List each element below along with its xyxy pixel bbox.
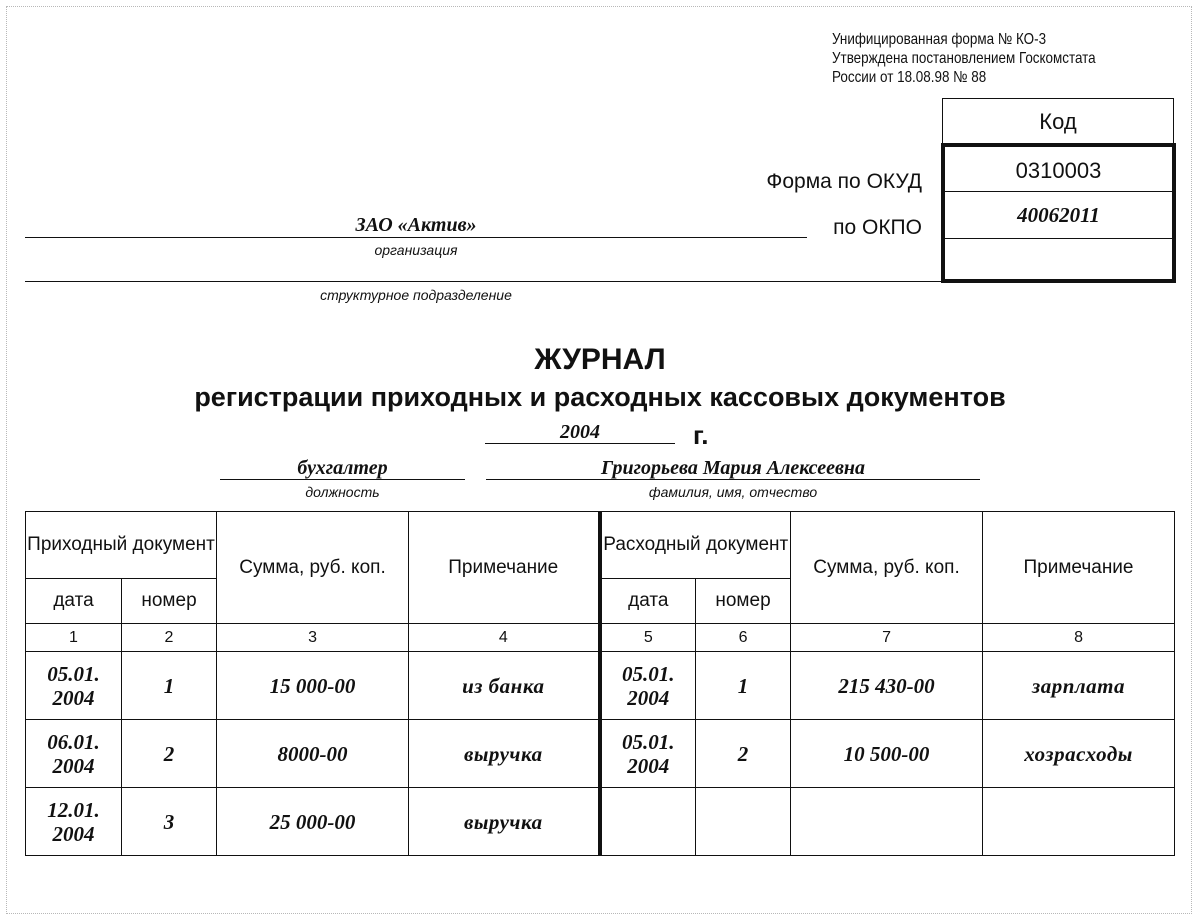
incoming-date-cell: 05.01. 2004 bbox=[26, 652, 122, 720]
outgoing-note-cell: зарплата bbox=[983, 652, 1175, 720]
column-number: 4 bbox=[409, 624, 600, 652]
incoming-number-cell: 2 bbox=[122, 720, 217, 788]
person-name-caption: фамилия, имя, отчество bbox=[648, 484, 818, 500]
organization-caption: организация bbox=[374, 242, 458, 258]
column-number: 8 bbox=[983, 624, 1175, 652]
incoming-note-cell: выручка bbox=[409, 788, 600, 856]
incoming-number-header: номер bbox=[122, 579, 217, 624]
outgoing-number-cell: 1 bbox=[696, 652, 791, 720]
table-row bbox=[26, 720, 1175, 788]
column-number: 1 bbox=[26, 624, 122, 652]
incoming-note-cell: из банка bbox=[409, 652, 600, 720]
incoming-date-cell: 06.01. 2004 bbox=[26, 720, 122, 788]
position-value: бухгалтер bbox=[297, 457, 388, 479]
year-underline bbox=[485, 443, 675, 444]
outgoing-note-header: Примечание bbox=[983, 512, 1175, 624]
approval-line: Унифицированная форма № КО-3 bbox=[832, 31, 1047, 48]
subdivision-caption: структурное подразделение bbox=[320, 287, 512, 303]
person-name-underline bbox=[486, 479, 980, 480]
outgoing-date-cell bbox=[600, 788, 696, 856]
column-number: 7 bbox=[791, 624, 983, 652]
subdivision-underline bbox=[25, 281, 941, 282]
column-number: 5 bbox=[600, 624, 696, 652]
approval-line: Утверждена постановлением Госкомстата bbox=[832, 50, 1096, 67]
incoming-number-cell: 1 bbox=[122, 652, 217, 720]
incoming-number-cell: 3 bbox=[122, 788, 217, 856]
code-box bbox=[941, 143, 1176, 283]
incoming-sum-cell: 25 000-00 bbox=[217, 788, 409, 856]
outgoing-note-cell bbox=[983, 788, 1175, 856]
outgoing-date-cell: 05.01. 2004 bbox=[600, 720, 696, 788]
column-number-row bbox=[26, 624, 1175, 652]
approval-line: России от 18.08.98 № 88 bbox=[832, 69, 987, 86]
position-underline bbox=[220, 479, 465, 480]
incoming-doc-header: Приходный документ bbox=[26, 512, 217, 579]
outgoing-sum-cell: 10 500-00 bbox=[791, 720, 983, 788]
outgoing-number-header: номер bbox=[696, 579, 791, 624]
year-suffix: г. bbox=[693, 420, 709, 450]
position-caption: должность bbox=[305, 484, 380, 500]
column-number: 6 bbox=[696, 624, 791, 652]
outgoing-sum-cell: 215 430-00 bbox=[791, 652, 983, 720]
outgoing-date-header: дата bbox=[600, 579, 696, 624]
incoming-note-header: Примечание bbox=[409, 512, 600, 624]
column-number: 3 bbox=[217, 624, 409, 652]
incoming-sum-cell: 15 000-00 bbox=[217, 652, 409, 720]
year-value: 2004 bbox=[560, 421, 600, 443]
okpo-code-value: 40062011 bbox=[945, 192, 1172, 239]
table-row bbox=[26, 652, 1175, 720]
code-header: Код bbox=[942, 98, 1174, 144]
incoming-sum-header: Сумма, руб. коп. bbox=[217, 512, 409, 624]
document-subtitle: регистрации приходных и расходных кассовых документов bbox=[194, 382, 1006, 412]
incoming-note-cell: выручка bbox=[409, 720, 600, 788]
document-title: ЖУРНАЛ bbox=[534, 343, 666, 376]
organization-value: ЗАО «Актив» bbox=[355, 214, 477, 236]
outgoing-number-cell bbox=[696, 788, 791, 856]
journal-table bbox=[25, 511, 1175, 856]
empty-code-cell bbox=[945, 239, 1172, 279]
outgoing-sum-header: Сумма, руб. коп. bbox=[791, 512, 983, 624]
incoming-date-cell: 12.01. 2004 bbox=[26, 788, 122, 856]
outgoing-note-cell: хозрасходы bbox=[983, 720, 1175, 788]
incoming-date-header: дата bbox=[26, 579, 122, 624]
outgoing-sum-cell bbox=[791, 788, 983, 856]
table-row bbox=[26, 788, 1175, 856]
okud-code-value: 0310003 bbox=[945, 147, 1172, 192]
incoming-sum-cell: 8000-00 bbox=[217, 720, 409, 788]
outgoing-doc-header: Расходный документ bbox=[600, 512, 791, 579]
okpo-label: по ОКПО bbox=[833, 216, 922, 239]
organization-underline bbox=[25, 237, 807, 238]
person-name-value: Григорьева Мария Алексеевна bbox=[600, 457, 866, 479]
form-approval-note bbox=[832, 30, 1096, 87]
okud-label: Форма по ОКУД bbox=[766, 170, 922, 193]
column-number: 2 bbox=[122, 624, 217, 652]
outgoing-number-cell: 2 bbox=[696, 720, 791, 788]
outgoing-date-cell: 05.01. 2004 bbox=[600, 652, 696, 720]
